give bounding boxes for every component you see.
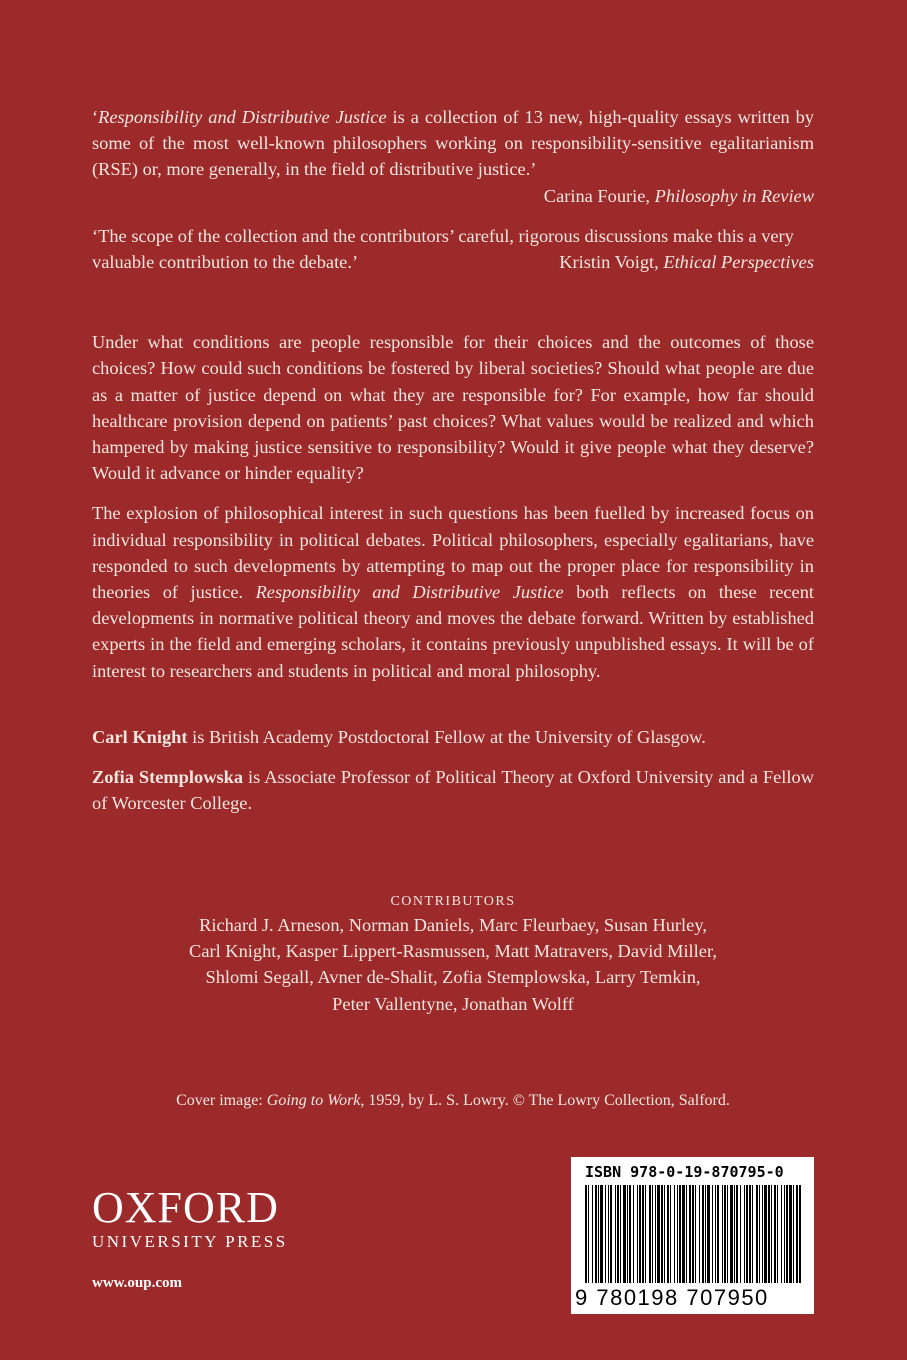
publisher-subtitle: UNIVERSITY PRESS xyxy=(92,1232,288,1251)
barcode-bar xyxy=(670,1185,671,1283)
barcode-bar xyxy=(588,1185,589,1283)
barcode-bar xyxy=(736,1185,738,1283)
barcode-bar xyxy=(655,1185,656,1283)
barcode-bar xyxy=(722,1185,723,1283)
barcode-bar xyxy=(637,1185,638,1283)
barcode-bar xyxy=(746,1185,748,1283)
barcode-bar xyxy=(592,1185,593,1283)
bio-carl-knight: Carl Knight is British Academy Postdoctoral Fellow at the University of Glasgow. xyxy=(92,726,706,747)
barcode-bar xyxy=(759,1185,760,1283)
book-description xyxy=(92,329,814,684)
barcode-bar xyxy=(667,1185,669,1283)
description-paragraph-2: The explosion of philosophical interest in such questions has been fuelled by increased focus on individual responsibility in political debates. Political philosophers, especially egalitarians, have responded to such developments by attempting to map out the proper place for responsibility in theories of justice. Responsibility and Distributive Justice both reflects on these recent developments in normative political theory and moves the debate forward. Written by established experts in the field and emerging scholars, it contains previously unpublished essays. It will be of interest to researchers and students in political and moral philosophy. xyxy=(92,503,814,681)
barcode-bar xyxy=(652,1185,653,1283)
isbn-text: ISBN 978-0-19-870795-0 xyxy=(585,1163,784,1181)
barcode-bar xyxy=(727,1185,728,1283)
review-book-title: Responsibility and Distributive Justice xyxy=(98,107,387,127)
barcode-bar xyxy=(717,1185,719,1283)
barcode-bar xyxy=(715,1185,716,1283)
bio-zofia-stemplowska: Zofia Stemplowska is Associate Professor of Political Theory at Oxford University and a Fellow of Worcester College. xyxy=(92,767,814,814)
barcode-bar xyxy=(793,1185,794,1283)
barcode-bar xyxy=(633,1185,634,1283)
publisher-name: OXFORD xyxy=(92,1183,279,1232)
barcode-bar xyxy=(789,1185,792,1283)
editor-bios xyxy=(92,724,814,817)
back-cover-text xyxy=(92,104,814,830)
barcode-bar xyxy=(689,1185,691,1283)
barcode-bar xyxy=(620,1185,621,1283)
barcode-bar xyxy=(657,1185,660,1283)
review-attribution: Carina Fourie, Philosophy in Review xyxy=(543,185,814,206)
barcode-bar xyxy=(730,1185,733,1283)
contributors-heading: CONTRIBUTORS xyxy=(390,894,516,909)
barcode-bar xyxy=(645,1185,646,1283)
barcode-bar xyxy=(623,1185,626,1283)
barcode-bar xyxy=(796,1185,798,1283)
barcode-bar xyxy=(595,1185,597,1283)
barcode-bar xyxy=(749,1185,751,1283)
contributors-list: Richard J. Arneson, Norman Daniels, Marc Fleurbaey, Susan Hurley, Carl Knight, Kasper Lippert-Rasmussen, Matt Matravers, David Miller, Shlomi Segall, Avner de-Shalit, Zofia Stemplowska, Larry Temkin, Peter Vallentyne, Jonathan Wolff xyxy=(189,915,717,1014)
barcode-bar xyxy=(786,1185,788,1283)
barcode-bar xyxy=(774,1185,776,1283)
barcode-bar xyxy=(695,1185,696,1283)
barcode-bar xyxy=(781,1185,782,1283)
barcode-bar xyxy=(744,1185,745,1283)
cover-image-credit: Cover image: Going to Work, 1959, by L. S. Lowry. © The Lowry Collection, Salford. xyxy=(176,1092,730,1109)
barcode-bar xyxy=(629,1185,631,1283)
review-2: ‘The scope of the collection and the contributors’ careful, rigorous discussions make this a very valuable contribution to the debate.’ Kristin Voigt, Ethical Perspectives xyxy=(92,223,814,275)
barcode-bar xyxy=(617,1185,619,1283)
barcode-bar xyxy=(682,1185,685,1283)
barcode-bar xyxy=(600,1185,603,1283)
description-paragraph-1: Under what conditions are people responsible for their choices and the outcomes of those choices? How could such conditions be fostered by liberal societies? Should what people are due as a matter of justice depend on what they are responsible for? For example, how far should healthcare provision depend on patients’ past choices? What values would be realized and which hampered by making justice sensitive to responsibility? Would it give people what they deserve? Would it advance or hinder equality? xyxy=(92,332,814,484)
barcode-bars xyxy=(585,1185,801,1283)
barcode-bar xyxy=(799,1185,801,1283)
publisher-website: www.oup.com xyxy=(92,1275,183,1291)
barcode-bar xyxy=(702,1185,704,1283)
contributors-section xyxy=(92,892,814,1017)
barcode-bar xyxy=(752,1185,753,1283)
barcode-digits: 9 780198 707950 xyxy=(575,1285,769,1310)
barcode-bar xyxy=(699,1185,700,1283)
barcode-bar xyxy=(784,1185,785,1283)
barcode-bar xyxy=(585,1185,587,1283)
barcode-bar xyxy=(639,1185,641,1283)
barcode xyxy=(571,1157,814,1314)
barcode-bar xyxy=(777,1185,778,1283)
barcode-bar xyxy=(756,1185,758,1283)
barcode-bar xyxy=(610,1185,612,1283)
barcode-bar xyxy=(649,1185,651,1283)
barcode-bar xyxy=(762,1185,763,1283)
review-attribution: Kristin Voigt, Ethical Perspectives xyxy=(559,252,814,273)
barcode-bar xyxy=(598,1185,599,1283)
barcode-bar xyxy=(674,1185,675,1283)
barcode-bar xyxy=(664,1185,665,1283)
barcode-bar xyxy=(642,1185,644,1283)
barcode-bar xyxy=(707,1185,710,1283)
barcode-bar xyxy=(615,1185,616,1283)
barcode-bar xyxy=(724,1185,726,1283)
barcode-bar xyxy=(661,1185,663,1283)
barcode-bar xyxy=(679,1185,681,1283)
barcode-bar xyxy=(686,1185,687,1283)
barcode-bar xyxy=(764,1185,767,1283)
barcode-bar xyxy=(768,1185,770,1283)
review-1: ‘Responsibility and Distributive Justice is a collection of 13 new, high-quality essays written by some of the most well-known philosophers working on responsibility-sensitive egalitarianism (RSE) or, more generally, in the field of distributive justice.’ Carina Fourie, Philosophy in Review xyxy=(92,104,814,209)
barcode-bar xyxy=(608,1185,609,1283)
barcode-bar xyxy=(605,1185,606,1283)
barcode-bar xyxy=(677,1185,678,1283)
publisher-logo xyxy=(92,1185,288,1253)
barcode-bar xyxy=(627,1185,628,1283)
barcode-bar xyxy=(705,1185,706,1283)
barcode-bar xyxy=(692,1185,694,1283)
barcode-bar xyxy=(771,1185,772,1283)
barcode-bar xyxy=(740,1185,741,1283)
barcode-bar xyxy=(734,1185,735,1283)
barcode-bar xyxy=(712,1185,713,1283)
